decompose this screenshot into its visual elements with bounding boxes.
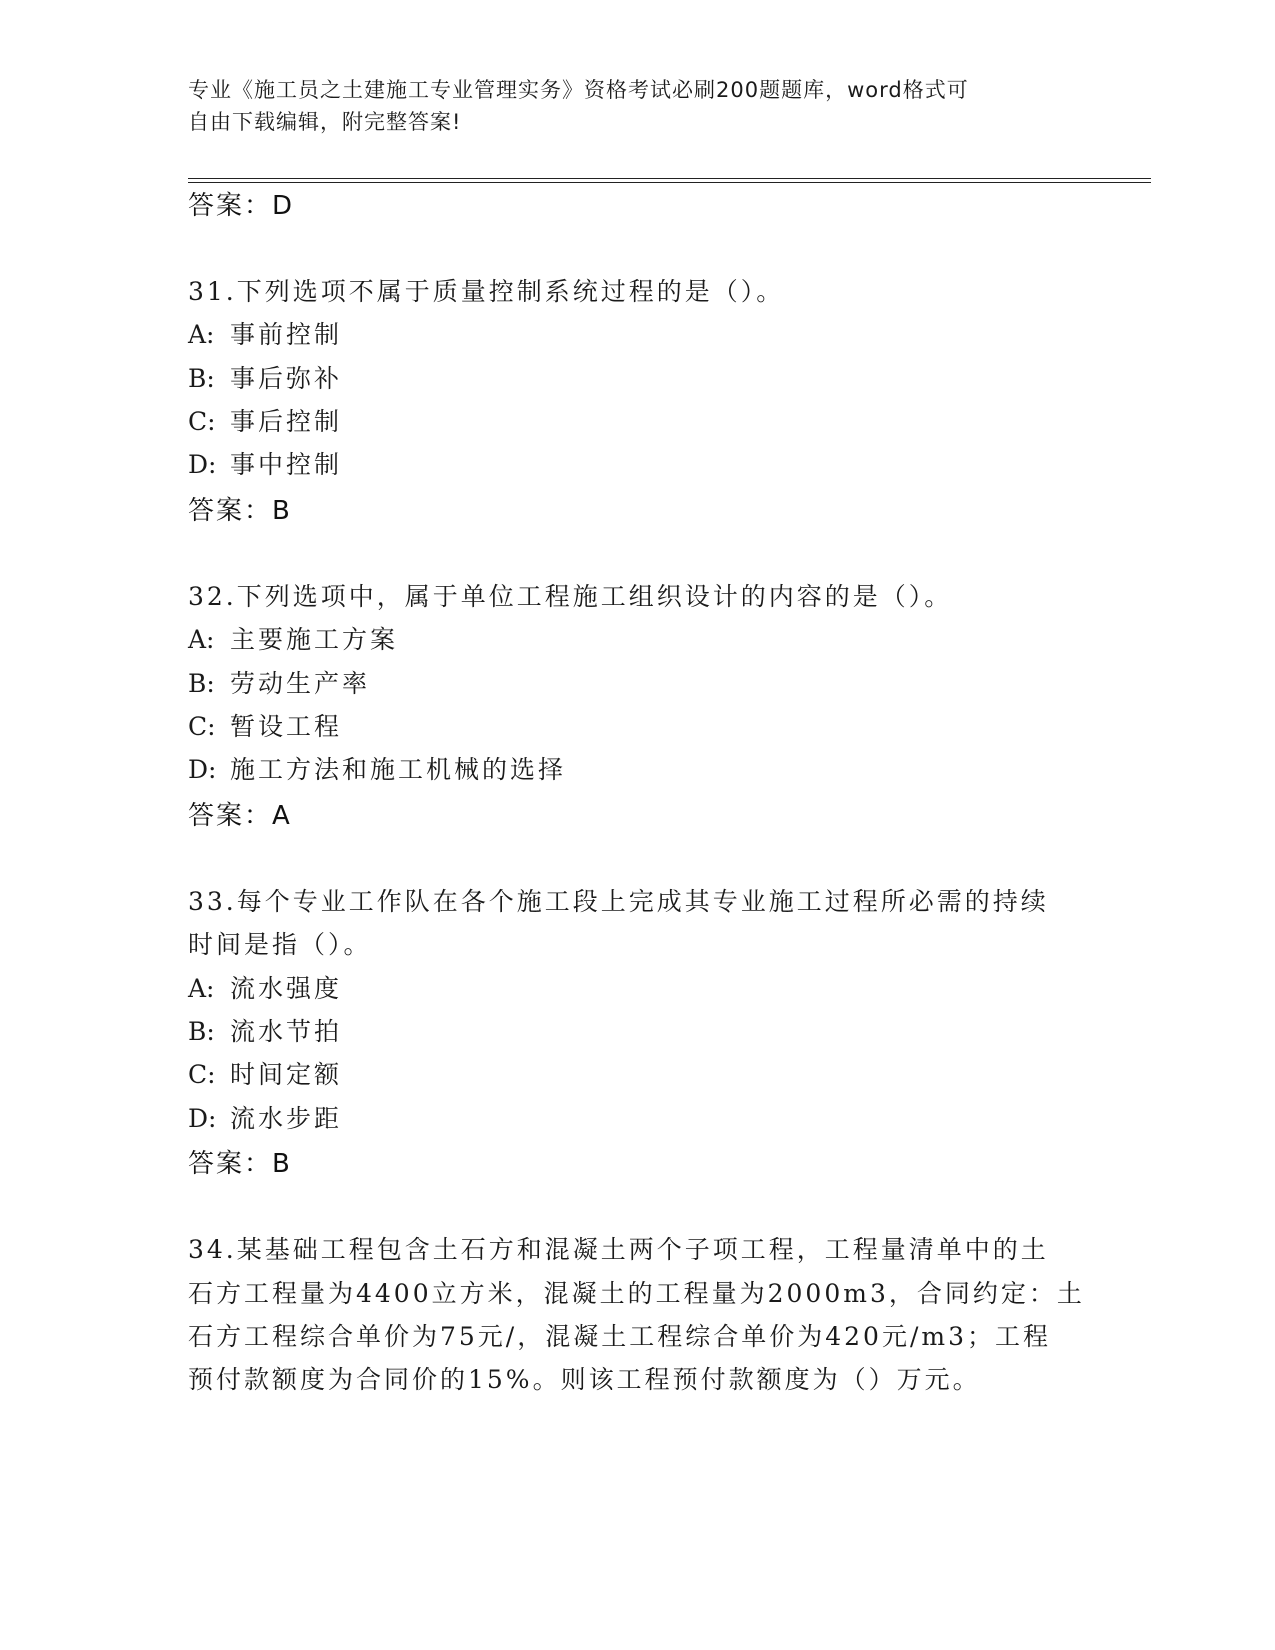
option-letter: A: bbox=[188, 625, 215, 654]
option-letter: B: bbox=[188, 1017, 215, 1046]
question-32-answer: 答案：A bbox=[188, 801, 292, 831]
question-31-answer: 答案：B bbox=[188, 496, 292, 526]
option-text: 施工方法和施工机械的选择 bbox=[230, 755, 567, 784]
option-letter: C: bbox=[188, 712, 216, 741]
header-line-1: 专业《施工员之土建施工专业管理实务》资格考试必刷200题题库，word格式可 bbox=[188, 78, 969, 102]
option-letter: D: bbox=[188, 450, 217, 479]
question-33-answer: 答案：B bbox=[188, 1149, 292, 1179]
question-32-option-d bbox=[188, 750, 566, 786]
question-33-stem-line-1: 33.每个专业工作队在各个施工段上完成其专业施工过程所必需的持续 bbox=[188, 887, 1049, 916]
question-32-stem: 32.下列选项中，属于单位工程施工组织设计的内容的是（）。 bbox=[188, 582, 953, 611]
option-letter: A: bbox=[188, 320, 215, 349]
question-32-option-c bbox=[188, 707, 342, 743]
question-33-stem-line-2: 时间是指（）。 bbox=[188, 930, 372, 959]
question-34-stem-line-3: 石方工程综合单价为75元/，混凝土工程综合单价为420元/m3；工程 bbox=[188, 1322, 1051, 1351]
option-text: 事中控制 bbox=[230, 450, 343, 479]
option-text: 流水节拍 bbox=[230, 1017, 343, 1046]
option-letter: B: bbox=[188, 669, 215, 698]
option-letter: B: bbox=[188, 364, 215, 393]
header-divider-top bbox=[188, 178, 1151, 179]
option-letter: D: bbox=[188, 755, 217, 784]
question-31-option-b bbox=[188, 359, 342, 395]
option-text: 流水强度 bbox=[230, 974, 343, 1003]
option-letter: D: bbox=[188, 1104, 217, 1133]
option-text: 暂设工程 bbox=[230, 712, 343, 741]
option-letter: C: bbox=[188, 407, 216, 436]
question-33-option-c bbox=[188, 1055, 342, 1091]
option-text: 主要施工方案 bbox=[230, 625, 399, 654]
question-32-option-a bbox=[188, 620, 398, 656]
question-34-stem-line-2: 石方工程量为4400立方米，混凝土的工程量为2000m3，合同约定：土 bbox=[188, 1279, 1085, 1308]
question-33-option-a bbox=[188, 969, 342, 1005]
question-34-stem-line-4: 预付款额度为合同价的15%。则该工程预付款额度为（）万元。 bbox=[188, 1365, 981, 1394]
option-text: 事后弥补 bbox=[230, 364, 343, 393]
answer-prev: 答案：D bbox=[188, 191, 295, 221]
option-text: 事后控制 bbox=[230, 407, 343, 436]
header-line-2: 自由下载编辑，附完整答案! bbox=[188, 110, 462, 134]
question-33-option-d bbox=[188, 1099, 342, 1135]
option-letter: A: bbox=[188, 974, 215, 1003]
option-text: 事前控制 bbox=[230, 320, 343, 349]
document-header bbox=[188, 74, 1088, 138]
option-letter: C: bbox=[188, 1060, 216, 1089]
header-divider-bottom bbox=[188, 182, 1151, 183]
option-text: 时间定额 bbox=[230, 1060, 343, 1089]
question-31-stem: 31.下列选项不属于质量控制系统过程的是（）。 bbox=[188, 277, 785, 306]
option-text: 劳动生产率 bbox=[230, 669, 371, 698]
option-text: 流水步距 bbox=[230, 1104, 343, 1133]
question-31-option-d bbox=[188, 445, 342, 481]
question-31-option-a bbox=[188, 315, 342, 351]
question-31-option-c bbox=[188, 402, 342, 438]
question-34-stem-line-1: 34.某基础工程包含土石方和混凝土两个子项工程，工程量清单中的土 bbox=[188, 1235, 1049, 1264]
question-33-option-b bbox=[188, 1012, 342, 1048]
question-32-option-b bbox=[188, 664, 370, 700]
